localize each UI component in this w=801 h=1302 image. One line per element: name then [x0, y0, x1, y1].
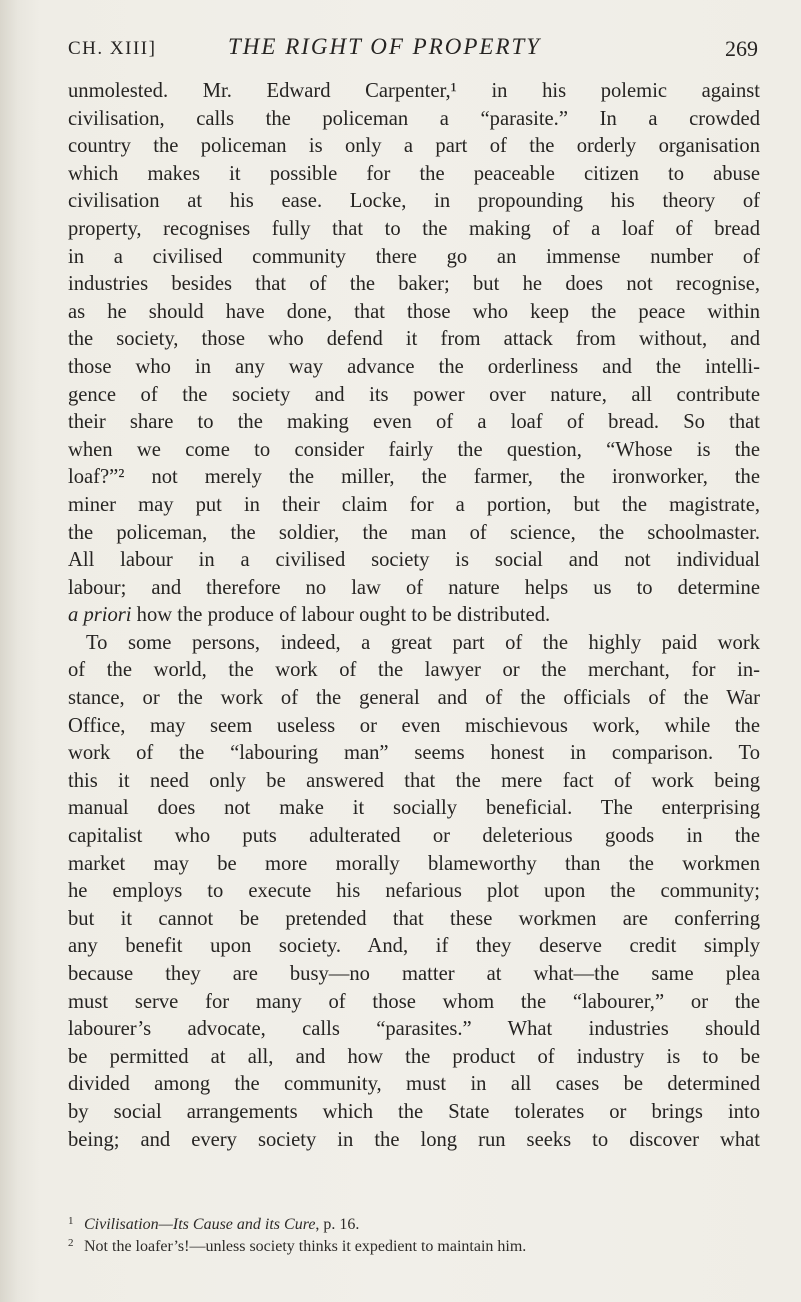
text-line: unmolested. Mr. Edward Carpenter,¹ in his polemic against	[68, 80, 760, 102]
text-line: by social arrangements which the State tolerates or brings into	[68, 1100, 760, 1123]
text-line: manual does not make it socially beneficial. The enterprising	[68, 797, 760, 820]
text-line: the policeman, the soldier, the man of science, the schoolmaster.	[68, 521, 760, 544]
text-line: their share to the making even of a loaf of bread. So that	[68, 411, 760, 434]
text-line: market may be more morally blameworthy than the workmen	[68, 852, 760, 875]
text-line: property, recognises fully that to the making of a loaf of bread	[68, 217, 760, 240]
text-line: when we come to consider fairly the question, “Whose is the	[68, 438, 760, 461]
text-line: this it need only be answered that the mere fact of work being	[68, 769, 760, 792]
text-line: must serve for many of those whom the “labourer,” or the	[68, 990, 760, 1013]
text-line: civilisation at his ease. Locke, in propounding his theory of	[68, 190, 760, 213]
text-line: industries besides that of the baker; but he does not recognise,	[68, 273, 760, 296]
text-line: stance, or the work of the general and of the officials of the War	[68, 687, 760, 710]
text-line-remainder: how the produce of labour ought to be distributed.	[136, 604, 551, 627]
text-line: those who in any way advance the orderliness and the intelli-	[68, 355, 760, 378]
footnote-citation: , p. 16.	[315, 1216, 360, 1233]
footnote-marker: 1	[68, 1215, 74, 1227]
text-line: in a civilised community there go an immense number of	[68, 245, 760, 268]
footnotes	[68, 1214, 760, 1258]
text-line: gence of the society and its power over nature, all contribute	[68, 383, 760, 406]
text-line: labour; and therefore no law of nature helps us to determine	[68, 576, 760, 599]
text-line: the society, those who defend it from attack from without, and	[68, 328, 760, 351]
text-line: All labour in a civilised society is social and not individual	[68, 549, 760, 572]
italic-phrase: a priori	[68, 604, 132, 627]
text-line: capitalist who puts adulterated or deleterious goods in the	[68, 825, 760, 848]
text-line: as he should have done, that those who keep the peace within	[68, 300, 760, 323]
text-line: labourer’s advocate, calls “parasites.” What industries should	[68, 1018, 760, 1041]
text-line: loaf?”² not merely the miller, the farmer, the ironworker, the	[68, 466, 760, 489]
text-line: he employs to execute his nefarious plot upon the community;	[68, 880, 760, 903]
text-line: any benefit upon society. And, if they deserve credit simply	[68, 935, 760, 958]
text-line: be permitted at all, and how the product of industry is to be	[68, 1045, 760, 1068]
text-line: which makes it possible for the peaceable citizen to abuse	[68, 162, 760, 185]
text-line: country the policeman is only a part of the orderly organisation	[68, 135, 760, 158]
running-title: THE RIGHT OF PROPERTY	[228, 34, 542, 59]
paragraph-start-line: To some persons, indeed, a great part of the highly paid work	[86, 631, 760, 654]
text-line: work of the “labouring man” seems honest in comparison. To	[68, 742, 760, 765]
chapter-label: CH. XIII]	[68, 38, 157, 59]
text-line: because they are busy—no matter at what—the same plea	[68, 963, 760, 985]
text-line-with-italic	[68, 602, 760, 630]
footnote-text: Not the loafer’s!—unless society thinks it expedient to maintain him.	[84, 1238, 527, 1255]
text-line: divided among the community, must in all cases be determined	[68, 1073, 760, 1096]
running-head	[68, 34, 758, 68]
text-line: but it cannot be pretended that these workmen are conferring	[68, 907, 760, 930]
text-line: of the world, the work of the lawyer or the merchant, for in-	[68, 659, 760, 682]
page-number: 269	[725, 36, 758, 61]
text-line: miner may put in their claim for a portion, but the magistrate,	[68, 493, 760, 516]
body-text	[68, 78, 760, 1154]
footnote-work-title: Civilisation—Its Cause and its Cure	[84, 1216, 316, 1233]
footnote-1	[68, 1214, 760, 1236]
footnote-marker: 2	[68, 1237, 74, 1249]
text-line: Office, may seem useless or even mischievous work, while the	[68, 714, 760, 737]
text-line: civilisation, calls the policeman a “parasite.” In a crowded	[68, 107, 760, 130]
footnote-2	[68, 1236, 760, 1258]
text-line: being; and every society in the long run seeks to discover what	[68, 1128, 760, 1151]
